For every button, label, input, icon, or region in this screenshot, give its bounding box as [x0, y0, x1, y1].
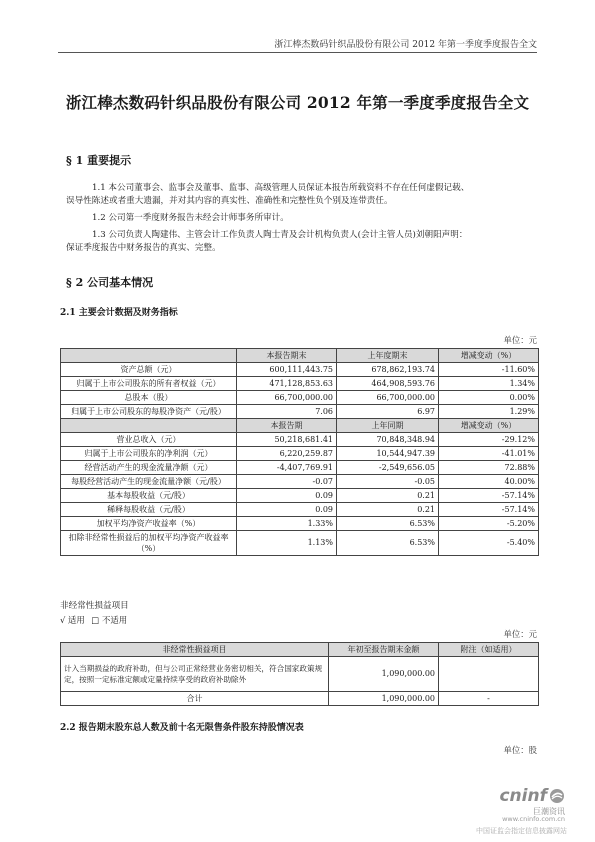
- logo-swirl-icon: [549, 788, 565, 804]
- row-label: 归属于上市公司股东的净利润（元）: [61, 447, 237, 461]
- cell-value: 1.29%: [439, 405, 539, 419]
- row-label: 资产总额（元）: [61, 363, 237, 377]
- row-label: 经营活动产生的现金流量净额（元）: [61, 461, 237, 475]
- cell-value: 464,908,593.76: [337, 377, 439, 391]
- table-row: [61, 363, 539, 377]
- table-header-cell: 本报告期末: [237, 349, 337, 363]
- row-label: 每股经营活动产生的现金流量净额（元/股）: [61, 475, 237, 489]
- total-label: 合计: [61, 692, 329, 706]
- para-1-1-cont: 误导性陈述或者重大遗漏，并对其内容的真实性、准确性和完整性负个别及连带责任。: [66, 196, 393, 206]
- cell-value: 6,220,259.87: [237, 447, 337, 461]
- cell-value: 7.06: [237, 405, 337, 419]
- table-header-cell: [61, 349, 237, 363]
- table-row: [61, 447, 539, 461]
- para-1-1: 1.1 本公司董事会、监事会及董事、监事、高级管理人员保证本报告所载资料不存在任何虚假记载、: [92, 183, 470, 193]
- table-row: [61, 692, 539, 706]
- table-header-cell: 本报告期: [237, 419, 337, 433]
- cell-value: 0.09: [237, 489, 337, 503]
- cell-value: 70,848,348.94: [337, 433, 439, 447]
- table-header-row: [61, 349, 539, 363]
- table-header-cell: [61, 419, 237, 433]
- cell-value: 1.34%: [439, 377, 539, 391]
- cell-value: -5.40%: [439, 531, 539, 556]
- para-1-2: 1.2 公司第一季度财务报告未经会计师事务所审计。: [92, 213, 289, 223]
- table-row: [61, 475, 539, 489]
- row-label: 归属于上市公司股东的所有者权益（元）: [61, 377, 237, 391]
- table-header-cell: 增减变动（%）: [439, 349, 539, 363]
- unit-label-1: 单位：元: [503, 335, 537, 345]
- table-header-cell: 非经常性损益项目: [61, 643, 329, 657]
- table-header-cell: 年初至报告期末金额: [329, 643, 439, 657]
- row-label: 归属于上市公司股东的每股净资产（元/股）: [61, 405, 237, 419]
- cell-value: 72.88%: [439, 461, 539, 475]
- watermark-url: www.cninfo.com.cn: [502, 815, 565, 823]
- unit-label-3: 单位：股: [503, 745, 537, 755]
- cell-value: 0.00%: [439, 391, 539, 405]
- cninfo-logo: [499, 786, 565, 817]
- applicability-selection: [60, 614, 127, 626]
- cell-value: 0.09: [237, 503, 337, 517]
- cell-value: 6.97: [337, 405, 439, 419]
- table-header-row: [61, 419, 539, 433]
- cell-value: 50,218,681.41: [237, 433, 337, 447]
- document-title: 浙江棒杰数码针织品股份有限公司 2012 年第一季度季度报告全文: [65, 93, 530, 112]
- applicable-checkbox: √ 适用: [60, 615, 85, 625]
- row-label: 总股本（股）: [61, 391, 237, 405]
- table-row: [61, 377, 539, 391]
- table-header-cell: 上年度期末: [337, 349, 439, 363]
- row-label: 扣除非经常性损益后的加权平均净资产收益率（%）: [61, 531, 237, 556]
- table-row: [61, 657, 539, 692]
- table-header-row: [61, 643, 539, 657]
- cell-value: -0.05: [337, 475, 439, 489]
- cell-value: 678,862,193.74: [337, 363, 439, 377]
- section-1-heading: § 1 重要提示: [66, 154, 132, 167]
- cell-value: -57.14%: [439, 489, 539, 503]
- table-row: [61, 503, 539, 517]
- item-note: [439, 657, 539, 692]
- cell-value: -0.07: [237, 475, 337, 489]
- section-2-heading: § 2 公司基本情况: [66, 276, 154, 289]
- table-row: [61, 405, 539, 419]
- row-label: 稀释每股收益（元/股）: [61, 503, 237, 517]
- total-amount: 1,090,000.00: [329, 692, 439, 706]
- header-divider: [58, 52, 537, 53]
- row-label: 加权平均净资产收益率（%）: [61, 517, 237, 531]
- table-row: [61, 391, 539, 405]
- cell-value: 0.21: [337, 503, 439, 517]
- cell-value: 66,700,000.00: [337, 391, 439, 405]
- logo-wordmark: cninf: [499, 786, 547, 806]
- cell-value: 66,700,000.00: [237, 391, 337, 405]
- table-row: [61, 433, 539, 447]
- cell-value: 1.33%: [237, 517, 337, 531]
- not-applicable-checkbox: □ 不适用: [91, 615, 128, 625]
- item-description: 计入当期损益的政府补助，但与公司正常经营业务密切相关，符合国家政策规定，按照一定标准定额或定量持续享受的政府补助除外: [61, 657, 329, 692]
- item-amount: 1,090,000.00: [329, 657, 439, 692]
- logo-chinese-name: 巨潮资讯: [533, 807, 565, 816]
- table-row: [61, 489, 539, 503]
- table-row: [61, 461, 539, 475]
- subsection-2-1-heading: 2.1 主要会计数据及财务指标: [60, 308, 178, 318]
- cell-value: 471,128,853.63: [237, 377, 337, 391]
- nonrecurring-items-table: [60, 642, 539, 706]
- cell-value: -11.60%: [439, 363, 539, 377]
- table-header-cell: 增减变动（%）: [439, 419, 539, 433]
- cell-value: -29.12%: [439, 433, 539, 447]
- watermark-caption: 中国证监会指定信息披露网站: [476, 827, 567, 835]
- cell-value: 40.00%: [439, 475, 539, 489]
- financial-indicators-table: [60, 348, 539, 556]
- subsection-2-2-heading: 2.2 报告期末股东总人数及前十名无限售条件股东持股情况表: [60, 723, 304, 733]
- table-header-cell: 附注（如适用）: [439, 643, 539, 657]
- total-note: -: [439, 692, 539, 706]
- cell-value: -41.01%: [439, 447, 539, 461]
- cell-value: 1.13%: [237, 531, 337, 556]
- table-header-cell: 上年同期: [337, 419, 439, 433]
- row-label: 基本每股收益（元/股）: [61, 489, 237, 503]
- cell-value: -57.14%: [439, 503, 539, 517]
- cell-value: -5.20%: [439, 517, 539, 531]
- cell-value: 0.21: [337, 489, 439, 503]
- para-1-3-cont: 保证季度报告中财务报告的真实、完整。: [66, 243, 221, 253]
- cell-value: -2,549,656.05: [337, 461, 439, 475]
- row-label: 营业总收入（元）: [61, 433, 237, 447]
- cell-value: 600,111,443.75: [237, 363, 337, 377]
- nonrecurring-items-label: 非经常性损益项目: [60, 601, 129, 611]
- running-header: 浙江棒杰数码针织品股份有限公司 2012 年第一季度季度报告全文: [274, 40, 537, 50]
- para-1-3: 1.3 公司负责人陶建伟、主管会计工作负责人陶士青及会计机构负责人(会计主管人员)刘朝阳声明：: [92, 230, 468, 240]
- cell-value: 6.53%: [337, 517, 439, 531]
- unit-label-2: 单位：元: [503, 629, 537, 639]
- table-row: [61, 517, 539, 531]
- table-row: [61, 531, 539, 556]
- cell-value: -4,407,769.91: [237, 461, 337, 475]
- cell-value: 6.53%: [337, 531, 439, 556]
- cell-value: 10,544,947.39: [337, 447, 439, 461]
